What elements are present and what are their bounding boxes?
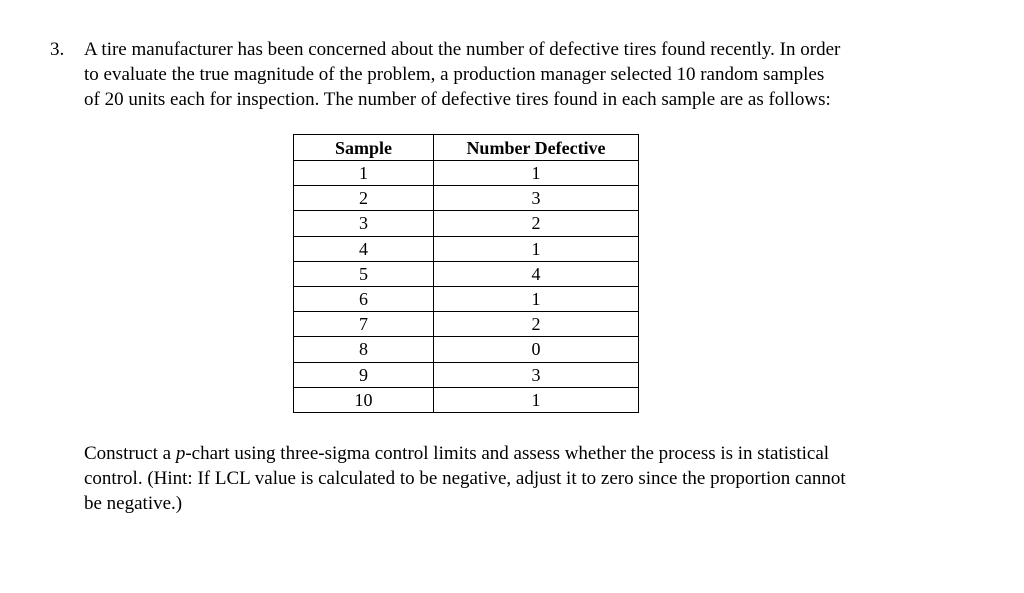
problem-number: 3. xyxy=(50,39,65,60)
defective-cell: 0 xyxy=(434,337,639,362)
table-row xyxy=(294,236,639,261)
table-row xyxy=(294,387,639,412)
sample-cell: 9 xyxy=(294,362,434,387)
header-number-defective: Number Defective xyxy=(434,135,639,161)
intro-line-2: to evaluate the true magnitude of the problem, a production manager selected 10 random samples xyxy=(84,64,825,85)
closing-line-2: control. (Hint: If LCL value is calculated to be negative, adjust it to zero since the proportion cannot xyxy=(84,468,846,489)
table-row xyxy=(294,312,639,337)
closing-line-1 xyxy=(84,441,929,466)
sample-cell: 3 xyxy=(294,211,434,236)
table-header-row xyxy=(294,135,639,161)
intro-line-1: A tire manufacturer has been concerned about the number of defective tires found recently. In order xyxy=(84,39,841,60)
intro-line-3: of 20 units each for inspection. The number of defective tires found in each sample are as follows: xyxy=(84,89,831,110)
sample-cell: 7 xyxy=(294,312,434,337)
defective-cell: 1 xyxy=(434,387,639,412)
defective-cell: 3 xyxy=(434,362,639,387)
table-row xyxy=(294,362,639,387)
table-row xyxy=(294,211,639,236)
problem-instructions xyxy=(84,441,929,516)
sample-cell: 2 xyxy=(294,186,434,211)
defective-cell: 2 xyxy=(434,211,639,236)
sample-cell: 6 xyxy=(294,286,434,311)
closing-line-1-suffix: -chart using three-sigma control limits and assess whether the process is in statistical xyxy=(185,443,830,464)
defective-cell: 2 xyxy=(434,312,639,337)
table-row xyxy=(294,261,639,286)
defective-cell: 4 xyxy=(434,261,639,286)
defective-cell: 1 xyxy=(434,286,639,311)
problem-intro xyxy=(84,37,924,112)
table-row xyxy=(294,337,639,362)
closing-line-1-prefix: Construct a xyxy=(84,443,176,464)
sample-cell: 4 xyxy=(294,236,434,261)
defective-cell: 1 xyxy=(434,236,639,261)
header-sample: Sample xyxy=(294,135,434,161)
sample-cell: 10 xyxy=(294,387,434,412)
sample-cell: 5 xyxy=(294,261,434,286)
table-row xyxy=(294,286,639,311)
sample-cell: 8 xyxy=(294,337,434,362)
p-chart-italic: p xyxy=(175,443,186,464)
defects-table xyxy=(293,134,639,413)
closing-line-3: be negative.) xyxy=(84,493,183,514)
table-row xyxy=(294,186,639,211)
defective-cell: 3 xyxy=(434,186,639,211)
defective-cell: 1 xyxy=(434,161,639,186)
table-row xyxy=(294,161,639,186)
sample-cell: 1 xyxy=(294,161,434,186)
